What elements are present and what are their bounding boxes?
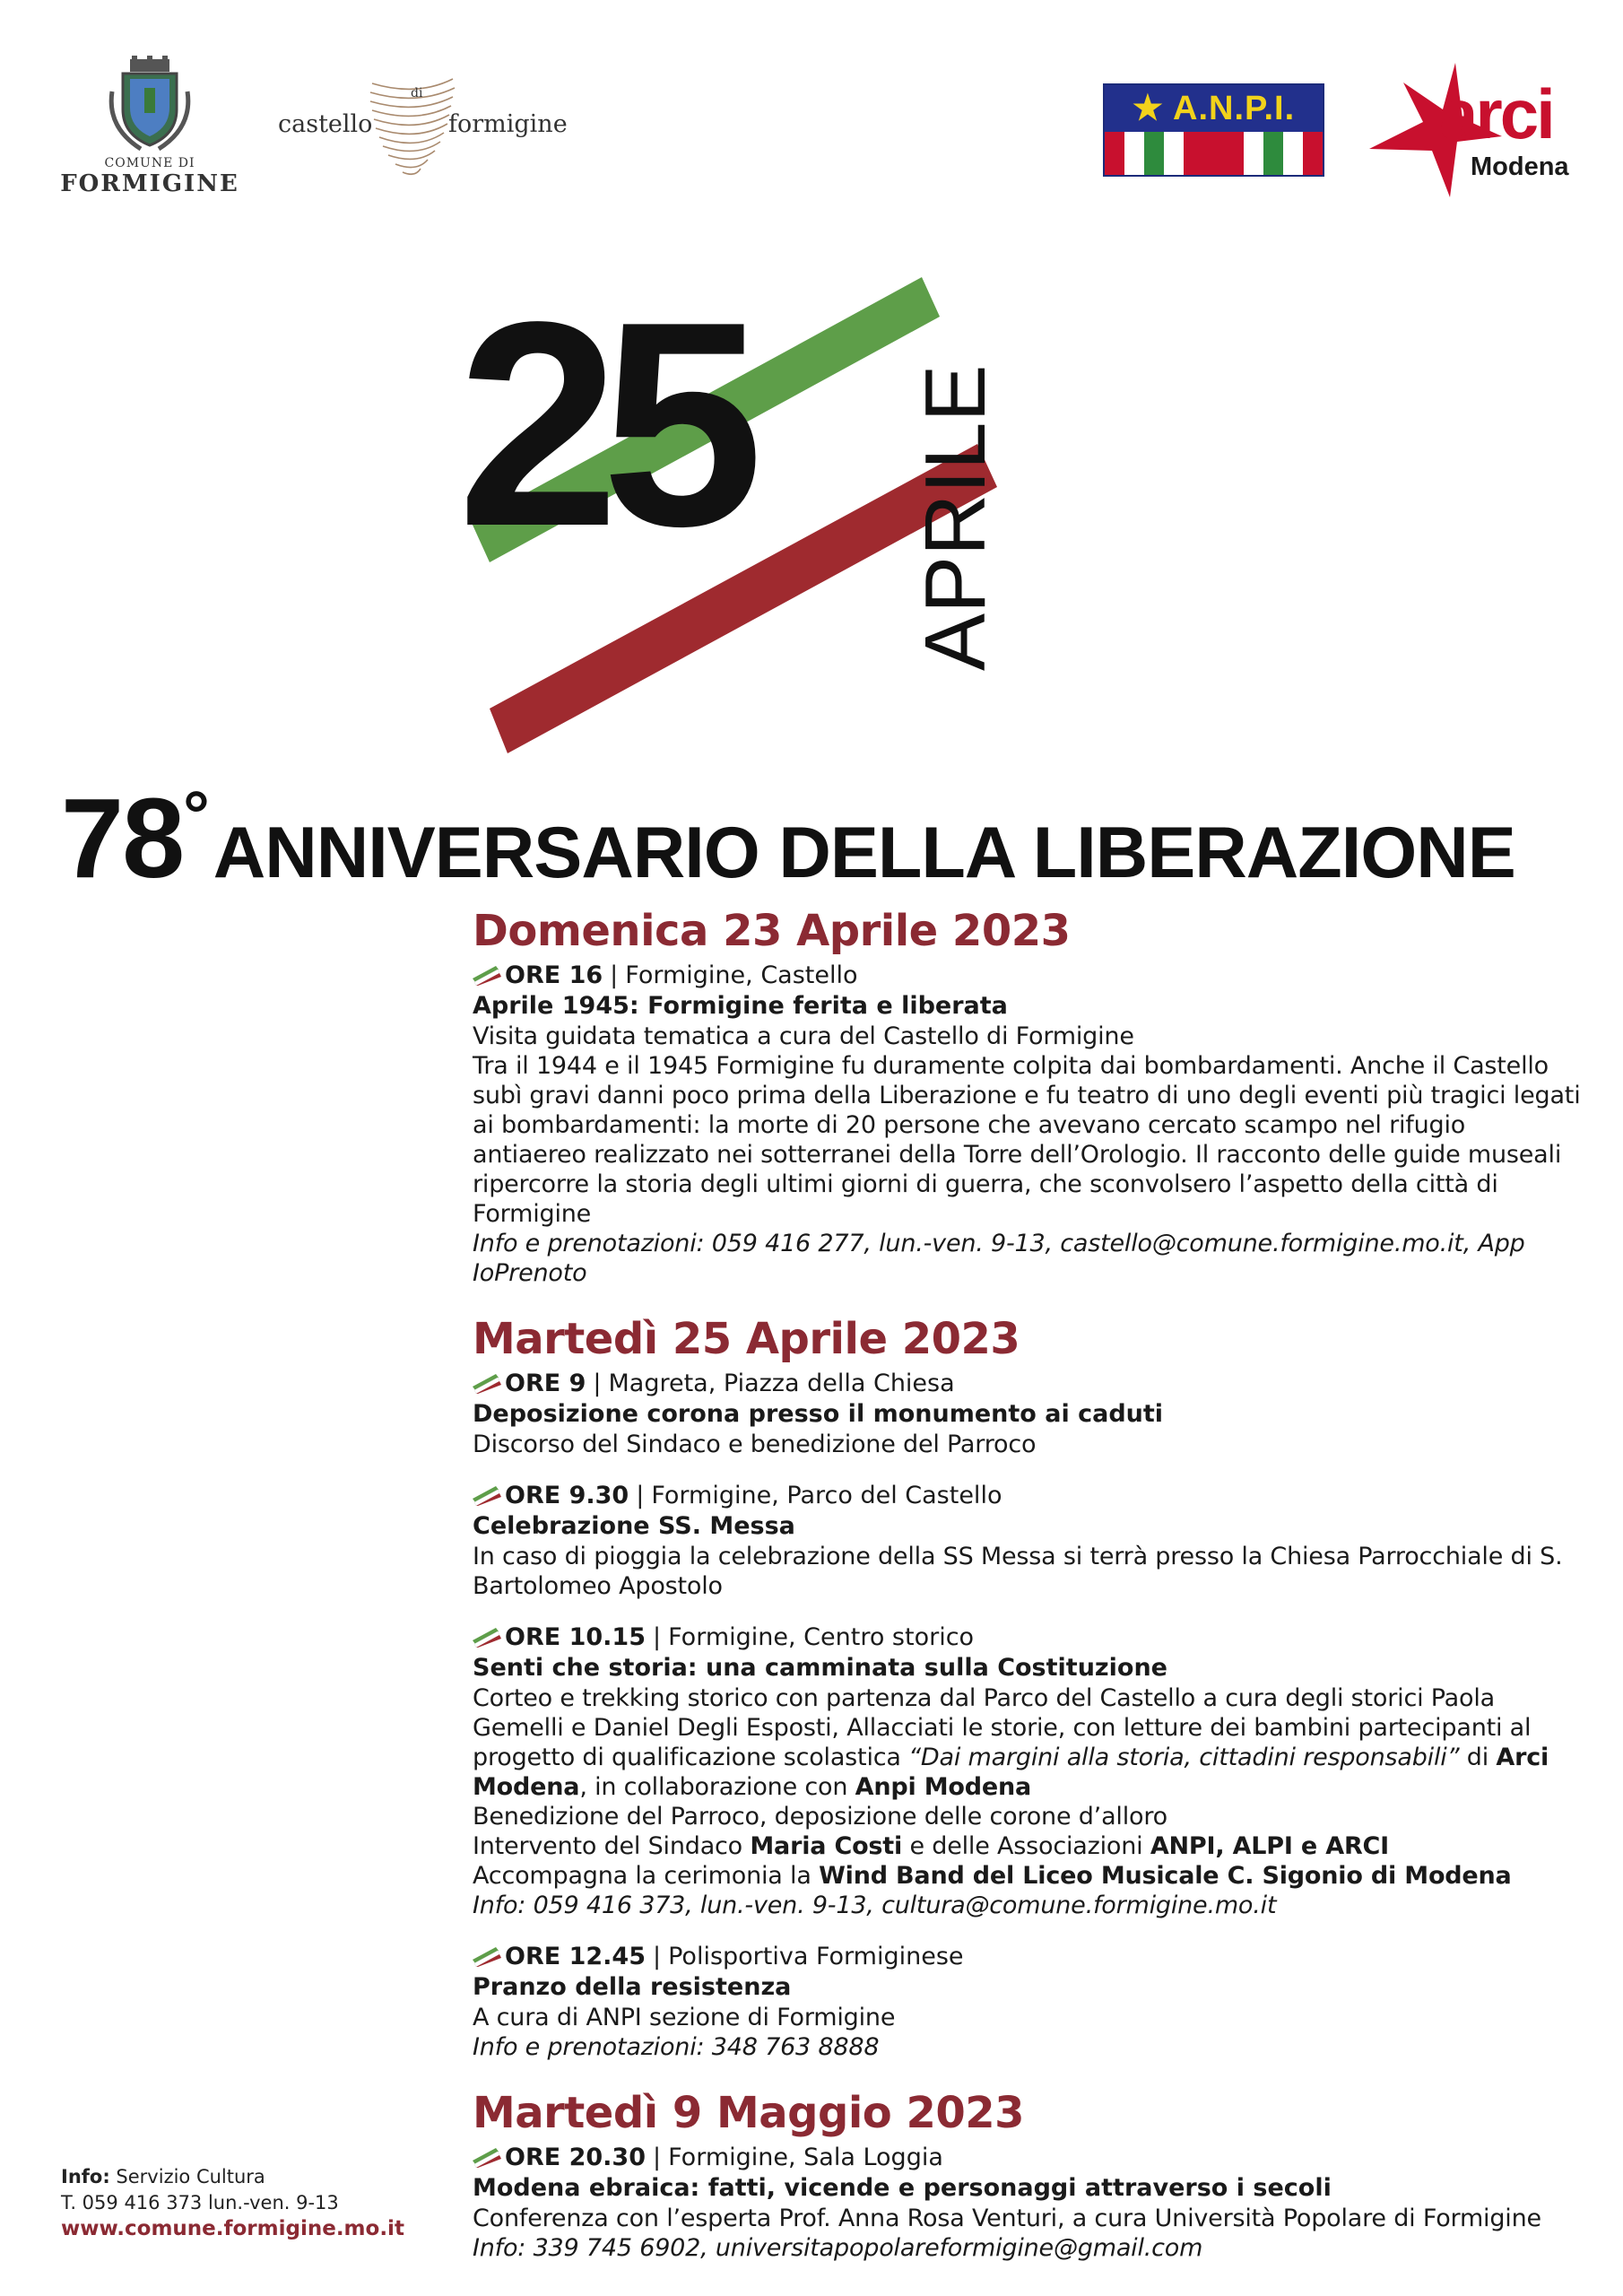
event-info: Info: 339 745 6902, universitapopolareformigine@gmail.com	[473, 2234, 1203, 2262]
separator: |	[593, 1370, 602, 1397]
event-place: Formigine, Sala Loggia	[668, 2144, 943, 2171]
day-heading: Domenica 23 Aprile 2023	[473, 906, 1071, 956]
event-info: Info e prenotazioni: 059 416 277, lun.-ven. 9-13, castello@comune.formigine.mo.it, App IoPrenoto	[473, 1230, 1525, 1287]
title-degree: °	[183, 778, 208, 852]
castello-word: castello	[278, 110, 373, 138]
event-title: Pranzo della resistenza	[473, 1973, 792, 2001]
event-place: Polisportiva Formiginese	[668, 1943, 964, 1970]
text-part: Corteo e trekking storico con partenza dal Parco del Castello a cura degli storici Paola Gemelli e Daniel Degli Esposti, Allacciati le storie, con letture dei bambini partecipanti al progetto di qualificazione scolastica	[473, 1684, 1532, 1771]
event-description: Benedizione del Parroco, deposizione delle corone d’alloro	[473, 1803, 1167, 1831]
event-place: Formigine, Centro storico	[668, 1623, 975, 1651]
separator: |	[653, 1943, 662, 1970]
anpi-text: ★ A.N.P.I.	[1105, 85, 1323, 132]
day-block	[473, 901, 1584, 1288]
coat-of-arms-icon	[105, 56, 195, 152]
event-time	[473, 961, 1584, 991]
event-time	[473, 1622, 1584, 1653]
tricolor-flag-icon	[473, 2148, 501, 2168]
event-item	[473, 1369, 1584, 1459]
day-block	[473, 2083, 1584, 2263]
anpi-stripes	[1105, 132, 1323, 177]
event-title: Modena ebraica: fatti, vicende e personaggi attraverso i secoli	[473, 2174, 1332, 2202]
event-time	[473, 1942, 1584, 1972]
event-time	[473, 2143, 1584, 2173]
event-place: Formigine, Parco del Castello	[651, 1482, 1002, 1509]
tricolor-flag-icon	[473, 1947, 501, 1967]
event-hour: ORE 12.45	[505, 1943, 646, 1970]
project-title: “Dai margini alla storia, cittadini responsabili”	[908, 1744, 1460, 1771]
hero-graphic	[448, 202, 1022, 776]
event-description	[473, 1683, 1584, 1802]
person-name: Maria Costi	[750, 1832, 903, 1860]
separator: |	[653, 2144, 662, 2171]
event-hour: ORE 9.30	[505, 1482, 629, 1509]
org-name: Anpi Modena	[855, 1773, 1032, 1801]
title-text: ANNIVERSARIO DELLA LIBERAZIONE	[213, 813, 1515, 893]
org-name: ANPI, ALPI e ARCI	[1150, 1832, 1389, 1860]
event-item	[473, 1481, 1584, 1601]
tricolor-flag-icon	[473, 1374, 501, 1394]
tricolor-flag-icon	[473, 1628, 501, 1648]
event-item	[473, 1942, 1584, 2062]
text-part: Intervento del Sindaco	[473, 1832, 751, 1860]
event-item	[473, 961, 1584, 1288]
comune-formigine-logo	[56, 56, 244, 204]
event-title: Deposizione corona presso il monumento ai caduti	[473, 1400, 1164, 1428]
event-info: Info e prenotazioni: 348 763 8888	[473, 2033, 880, 2061]
castello-formigine-logo	[278, 70, 568, 187]
text-part: , in collaborazione con	[579, 1773, 855, 1801]
event-description: Tra il 1944 e il 1945 Formigine fu duramente colpita dai bombardamenti. Anche il Castello subì gravi danni poco prima della Liberazione e fu teatro di uno degli eventi più tragici legati ai bombardamenti: la morte di 20 persone che avevano cercato scampo nel rifugio antiaereo realizzato nei sotterranei della Torre dell’Orologio. Il racconto delle guide museali ripercorre la storia degli ultimi giorni di guerra, che sconvolsero l’aspetto della città di Formigine	[473, 1052, 1581, 1228]
footer-service-name: Servizio Cultura	[116, 2166, 265, 2187]
title-number: 78	[61, 775, 184, 901]
footer-info	[61, 2164, 420, 2242]
event-hour: ORE 10.15	[505, 1623, 646, 1651]
tricolor-flag-icon	[473, 966, 501, 986]
event-time	[473, 1369, 1584, 1399]
event-hour: ORE 16	[505, 961, 603, 989]
event-description	[473, 1831, 1584, 1861]
arci-sub: Modena	[1471, 152, 1569, 181]
event-info: Info: 059 416 373, lun.-ven. 9-13, cultura@comune.formigine.mo.it	[473, 1892, 1277, 1919]
org-name: Wind Band del Liceo Musicale C. Sigonio di Modena	[819, 1862, 1512, 1890]
comune-line1: COMUNE DI	[104, 156, 195, 170]
comune-line2: FORMIGINE	[60, 170, 239, 197]
hero-month: APRILE	[907, 364, 1003, 671]
footer-service	[61, 2164, 420, 2190]
footer-phone: T. 059 416 373 lun.-ven. 9-13	[61, 2192, 339, 2213]
event-description: Visita guidata tematica a cura del Castello di Formigine	[473, 1022, 1134, 1050]
arci-word: arci	[1439, 74, 1553, 153]
text-part: Accompagna la cerimonia la	[473, 1862, 820, 1890]
page-title	[61, 773, 1585, 901]
text-part: e delle Associazioni	[902, 1832, 1150, 1860]
day-heading: Martedì 25 Aprile 2023	[473, 1314, 1020, 1364]
event-time	[473, 1481, 1584, 1511]
day-block	[473, 1309, 1584, 2062]
footer-website-link[interactable]: www.comune.formigine.mo.it	[61, 2217, 404, 2240]
anpi-logo	[1103, 83, 1324, 177]
event-item	[473, 1622, 1584, 1920]
castello-formigine: formigine	[448, 110, 568, 138]
event-title: Aprile 1945: Formigine ferita e liberata	[473, 992, 1008, 1020]
day-heading: Martedì 9 Maggio 2023	[473, 2088, 1025, 2138]
hero-number: 25	[457, 261, 746, 587]
castello-di: di	[411, 86, 423, 100]
event-title: Celebrazione SS. Messa	[473, 1512, 795, 1540]
event-description	[473, 1861, 1584, 1891]
text-part: di	[1459, 1744, 1497, 1771]
event-item	[473, 2143, 1584, 2263]
event-hour: ORE 20.30	[505, 2144, 646, 2171]
event-place: Magreta, Piazza della Chiesa	[608, 1370, 955, 1397]
event-description: A cura di ANPI sezione di Formigine	[473, 2004, 896, 2031]
event-description: Conferenza con l’esperta Prof. Anna Rosa Venturi, a cura Università Popolare di Formigine	[473, 2205, 1541, 2232]
arci-modena-logo	[1367, 63, 1569, 202]
separator: |	[610, 961, 619, 989]
separator: |	[636, 1482, 645, 1509]
org-name: Arci Modena	[473, 1744, 1549, 1801]
footer-label: Info:	[61, 2166, 110, 2187]
event-description: In caso di pioggia la celebrazione della SS Messa si terrà presso la Chiesa Parrocchiale di S. Bartolomeo Apostolo	[473, 1543, 1563, 1600]
event-description: Discorso del Sindaco e benedizione del Parroco	[473, 1431, 1037, 1458]
event-hour: ORE 9	[505, 1370, 586, 1397]
separator: |	[653, 1623, 662, 1651]
program	[473, 901, 1584, 2284]
tricolor-flag-icon	[473, 1486, 501, 1506]
event-title: Senti che storia: una camminata sulla Costituzione	[473, 1654, 1167, 1682]
event-place: Formigine, Castello	[625, 961, 858, 989]
